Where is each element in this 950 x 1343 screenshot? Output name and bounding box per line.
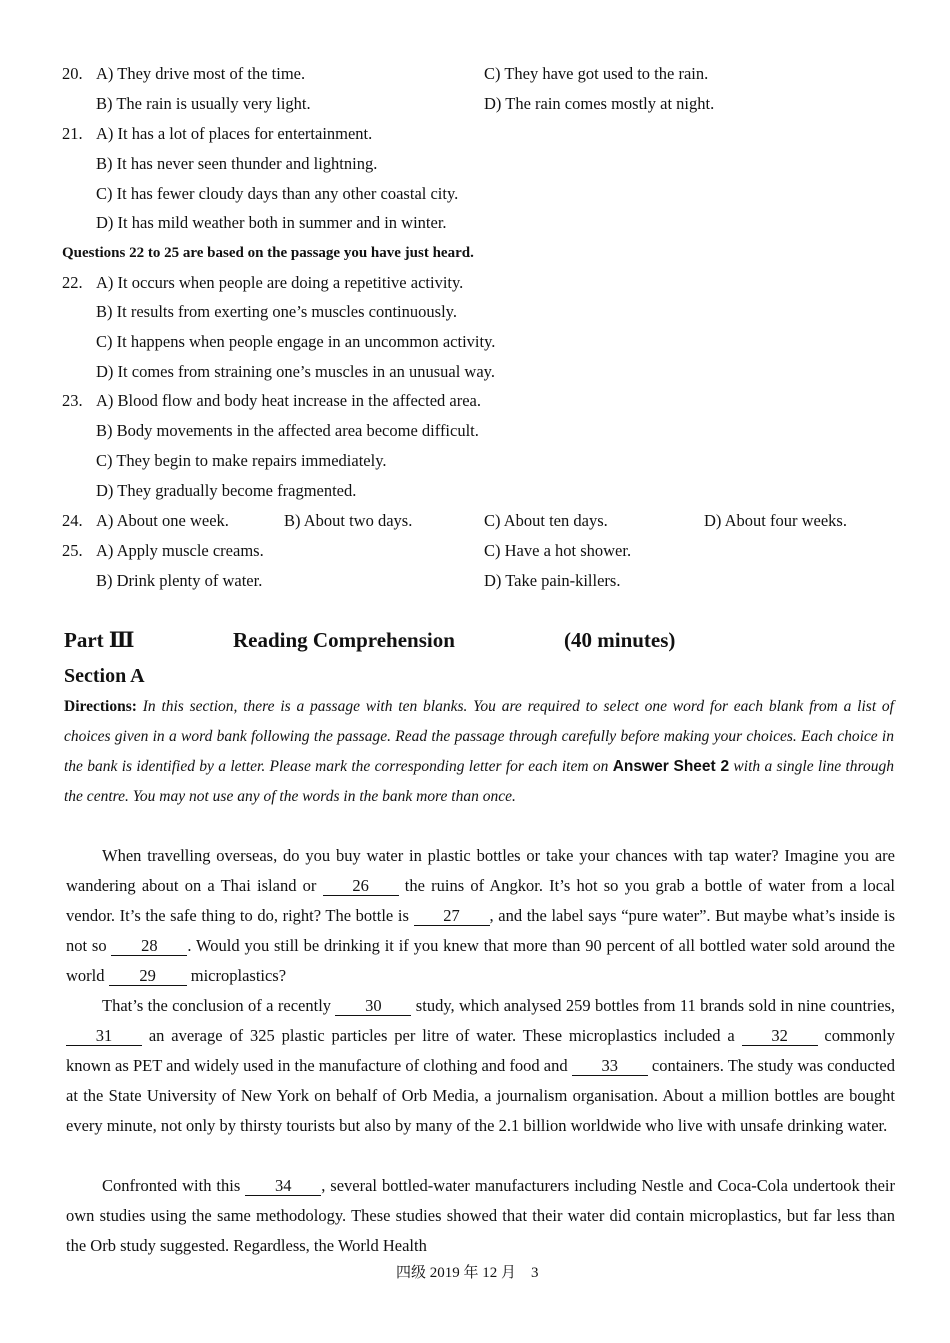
questions-22-25-heading: Questions 22 to 25 are based on the passage you have just heard. (62, 245, 474, 261)
q22-option-d: D) It comes from straining one’s muscles in an unusual way. (96, 362, 495, 381)
q24-option-a: A) About one week. (96, 511, 229, 530)
p2-text-2: study, which analysed 259 bottles from 11 brands sold in nine countries, (411, 996, 895, 1015)
q22-number: 22. (62, 273, 83, 292)
directions-text-2: with a single line through the centre. You may not use any of the words in the bank more than once. (64, 758, 894, 805)
q21-option-c: C) It has fewer cloudy days than any other coastal city. (96, 184, 459, 203)
q20-option-b: B) The rain is usually very light. (96, 94, 311, 113)
answer-sheet-label: Answer Sheet 2 (612, 758, 730, 775)
blank-32: 32 (742, 1027, 818, 1046)
q23-option-a: A) Blood flow and body heat increase in the affected area. (96, 391, 481, 410)
q20-option-d: D) The rain comes mostly at night. (484, 94, 715, 113)
p2-text-3: an average of 325 plastic particles per litre of water. These microplastics included a (142, 1026, 742, 1045)
p1-text-5: microplastics? (186, 966, 287, 985)
p3-text-2: , several bottled-water manufacturers including Nestle and Coca-Cola undertook their own studies using the same methodology. These studies showed that their water did contain microplastics, but far less than the Orb study suggested. Regardless, the World Health (66, 1176, 895, 1255)
blank-30: 30 (335, 997, 411, 1016)
blank-27: 27 (414, 907, 490, 926)
q21-option-d: D) It has mild weather both in summer and in winter. (96, 213, 447, 232)
directions-text-1: In this section, there is a passage with ten blanks. You are required to select one word for each blank from a list of choices given in a word bank following the passage. Read the passage through carefully before making your choices. Each choice in the bank is identified by a letter. Please mark the corresponding letter for each item on (64, 698, 894, 775)
q24-option-c: C) About ten days. (484, 511, 608, 530)
q25-option-b: B) Drink plenty of water. (96, 571, 263, 590)
blank-29: 29 (109, 967, 187, 986)
q22-option-a: A) It occurs when people are doing a repetitive activity. (96, 273, 464, 292)
passage-paragraph-2 (66, 991, 895, 1141)
p2-text-4: commonly known as PET and widely used in the manufacture of clothing and food and (66, 1026, 895, 1075)
blank-33: 33 (572, 1057, 648, 1076)
p1-text-4: . Would you still be drinking it if you knew that more than 90 percent of all bottled water sold around the world (66, 936, 895, 985)
q24-option-b: B) About two days. (284, 511, 413, 530)
q21-option-b: B) It has never seen thunder and lightning. (96, 154, 378, 173)
p1-text-2: the ruins of Angkor. It’s hot so you grab a bottle of water from a local vendor. It’s the safe thing to do, right? The bottle is (66, 876, 895, 925)
blank-28: 28 (111, 937, 187, 956)
q21-option-a: A) It has a lot of places for entertainment. (96, 124, 373, 143)
q25-number: 25. (62, 541, 83, 560)
section-title: Section A (64, 665, 145, 687)
q20-option-a: A) They drive most of the time. (96, 64, 306, 83)
q25-option-c: C) Have a hot shower. (484, 541, 632, 560)
part-title: Reading Comprehension (233, 628, 455, 652)
blank-34: 34 (245, 1177, 321, 1196)
part-label: Part Ⅲ (64, 628, 135, 652)
blank-31: 31 (66, 1027, 142, 1046)
directions (64, 692, 894, 812)
p2-text-1: That’s the conclusion of a recently (102, 996, 336, 1015)
part-time: (40 minutes) (564, 628, 676, 652)
q23-number: 23. (62, 391, 83, 410)
p2-text-5: containers. The study was conducted at the State University of New York on behalf of Orb Media, a journalism organisation. About a million bottles are bought every minute, not only by thirsty tourists but also by many of the 2.1 billion worldwide who live with unsafe drinking water. (66, 1056, 895, 1135)
q21-number: 21. (62, 124, 83, 143)
q20-option-c: C) They have got used to the rain. (484, 64, 709, 83)
q25-option-a: A) Apply muscle creams. (96, 541, 264, 560)
p1-text-1: When travelling overseas, do you buy water in plastic bottles or take your chances with tap water? Imagine you are wandering about on a Thai island or (66, 846, 895, 895)
p1-text-3: , and the label says “pure water”. But maybe what’s inside is not so (66, 906, 895, 955)
directions-label: Directions: (64, 698, 137, 715)
q23-option-b: B) Body movements in the affected area become difficult. (96, 421, 479, 440)
p3-text-1: Confronted with this (102, 1176, 246, 1195)
q25-option-d: D) Take pain-killers. (484, 571, 621, 590)
passage-paragraph-1 (66, 841, 895, 991)
passage-paragraph-3 (66, 1171, 895, 1261)
q24-number: 24. (62, 511, 83, 530)
q23-option-c: C) They begin to make repairs immediately. (96, 451, 387, 470)
q23-option-d: D) They gradually become fragmented. (96, 481, 357, 500)
q24-option-d: D) About four weeks. (704, 511, 847, 530)
blank-26: 26 (323, 877, 399, 896)
q22-option-c: C) It happens when people engage in an uncommon activity. (96, 332, 496, 351)
q20-number: 20. (62, 64, 83, 83)
q22-option-b: B) It results from exerting one’s muscles continuously. (96, 302, 457, 321)
page-footer: 四级 2019 年 12 月 3 (396, 1265, 539, 1281)
